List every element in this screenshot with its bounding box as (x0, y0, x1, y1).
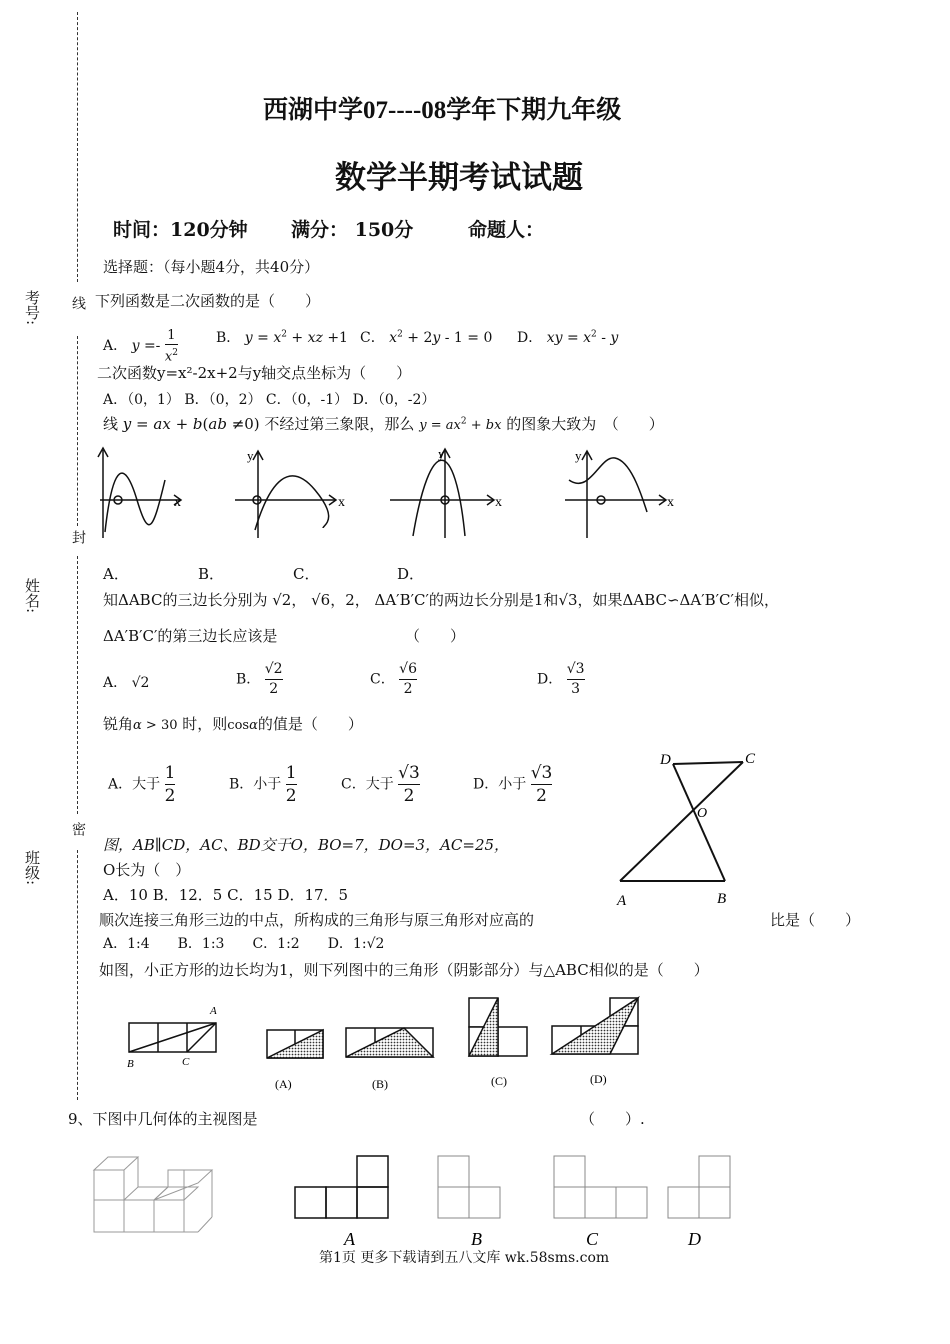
graph-d (565, 451, 666, 538)
q4-option-b: B． $\frac{√2}{2}$ (236, 661, 283, 697)
q9-choice-d-figure (668, 1156, 730, 1218)
binding-line (77, 336, 78, 526)
binding-line (77, 850, 78, 1100)
q5-option-b: B．小于 $\frac{1}{2}$ (229, 763, 297, 806)
q8-choice-d-figure (552, 998, 638, 1054)
q9-solid (94, 1157, 212, 1232)
school-title: 西湖中学07----08学年下期九年级 (263, 97, 622, 124)
q4-option-c: C． $\frac{√6}{2}$ (370, 661, 417, 697)
q8-stem: 如图，小正方形的边长均为1，则下列图中的三角形（阴影部分）与△ABC相似的是（ ） (99, 961, 709, 979)
q3-graphs (95, 440, 715, 545)
q8-choice-d-label: (D) (590, 1072, 607, 1086)
q9-choice-a-label: A (344, 1229, 355, 1249)
q9-choice-b-label: B (471, 1229, 482, 1249)
q4-stem-line2: ΔA′B′C′的第三边长应该是 (103, 627, 278, 645)
q3-label-a: A． (103, 565, 129, 583)
q3-label-b: B． (198, 565, 225, 583)
exam-title: 数学半期考试试题 (335, 160, 583, 196)
q6-label-b: B (717, 891, 727, 907)
graph-a (98, 448, 181, 538)
q2-stem: 二次函数y=x²-2x+2与y轴交点坐标为（ ） (97, 364, 412, 382)
q8-reference-grid (129, 1023, 216, 1052)
graph-b (235, 451, 336, 538)
q6-figure (605, 745, 775, 910)
q4-option-d: D． $\frac{√3}{3}$ (537, 661, 585, 697)
q6-label-d: D (660, 752, 671, 768)
q9-choice-b-figure (438, 1156, 500, 1218)
q9-answer-paren: （ ）. (580, 1110, 645, 1128)
q8-choice-c-label: (C) (491, 1074, 507, 1088)
graph-c (390, 449, 494, 538)
q8-choice-a-figure (267, 1030, 323, 1058)
exam-number-label: 考号: (23, 290, 41, 326)
q4-answer-paren: （ ） (405, 627, 466, 645)
q1-stem: 下列函数是二次函数的是（ ） (95, 292, 321, 310)
q6-stem-2: O长为（ ） (103, 861, 191, 879)
q8-choice-c-figure (469, 998, 527, 1056)
q6-label-c: C (745, 751, 756, 767)
mark-secret: 密 (70, 822, 86, 836)
q9-choice-c-label: C (586, 1229, 599, 1249)
time-info: 时间：120分钟 (113, 219, 248, 241)
q1-option-b: B． $y = x^2$ + xz +1 (216, 329, 348, 346)
graph-a-x-label: x (174, 495, 181, 510)
q7-stem: 顺次连接三角形三边的中点，所构成的三角形与原三角形对应高的 (99, 911, 535, 929)
q8-choice-b-label: (B) (372, 1077, 388, 1091)
q4-option-a: A． √2 (103, 675, 150, 691)
graph-b-x-label: x (338, 495, 345, 510)
q8-choice-a-label: (A) (275, 1077, 292, 1091)
q7-options: A．1:4 B．1:3 C．1:2 D．1:√2 (103, 936, 385, 952)
q1-option-c: C． $x^2 + 2y - 1 = 0$ (360, 329, 493, 346)
mark-line: 线 (70, 296, 86, 310)
q9-choice-d-label: D (688, 1229, 701, 1249)
name-label: 姓名: (23, 578, 41, 614)
q5-option-d: D．小于 $\frac{√3}{2}$ (473, 763, 553, 806)
q8-ref-label-a: A (210, 1005, 217, 1017)
q3-stem: 线 y = ax + b(ab ≠0) 不经过第三象限，那么 $y = ax^2$ + bx 的图象大致为 （ ） (103, 415, 664, 433)
q9-figures (88, 1145, 748, 1260)
q1-option-d: D． xy = $x^2$ - y (517, 329, 619, 346)
q6-label-a: A (617, 893, 627, 909)
q6-options: A．10 B．12．5 C．15 D．17．5 (103, 886, 349, 904)
q2-options: A．（0，1） B．（0，2） C．（0，-1） D．（0，-2） (103, 392, 436, 408)
q4-stem-line1: 知ΔABC的三边长分别为 √2， √6，2， ΔA′B′C′的两边长分别是1和√3，如果ΔABC∽ΔA′B′C′相似， (103, 591, 779, 609)
section-title: 选择题：（每小题4分，共40分） (103, 258, 320, 276)
q8-ref-label-c: C (182, 1056, 190, 1068)
score-info: 满分： 150分 (291, 219, 414, 241)
q8-choice-b-figure (346, 1028, 433, 1057)
q3-label-c: C． (293, 565, 320, 583)
graph-c-x-label: x (495, 495, 502, 510)
graph-d-y-label: y (575, 448, 582, 463)
q6-stem: 图，AB∥CD，AC、BD交于O，BO=7，DO=3，AC=25， (103, 836, 510, 854)
q9-stem: 9、下图中几何体的主视图是 (68, 1110, 258, 1128)
q5-stem: 锐角α > 30 时，则cosα的值是（ ） (103, 715, 363, 733)
graph-c-y-label: y (438, 446, 445, 461)
q8-figures (120, 990, 660, 1095)
q6-label-o: O (697, 806, 708, 821)
q3-label-d: D． (397, 565, 425, 583)
binding-line (77, 12, 78, 282)
graph-d-x-label: x (667, 495, 674, 510)
q7-stem-end: 比是（ ） (770, 911, 861, 929)
footer: 第1页 更多下载请到五八文库 wk.58sms.com (319, 1250, 610, 1266)
q9-choice-c-figure (554, 1156, 647, 1218)
q5-option-c: C．大于 $\frac{√3}{2}$ (341, 763, 420, 806)
setter-info: 命题人： (468, 219, 545, 241)
graph-b-y-label: y (247, 448, 254, 463)
q8-ref-label-b: B (127, 1058, 134, 1070)
q9-choice-a-figure (295, 1156, 388, 1218)
binding-line (77, 556, 78, 814)
class-label: 班级: (23, 850, 41, 886)
q1-option-a: A． y =- $\frac{1}{x^2}$ (103, 328, 178, 365)
q5-option-a: A．大于 $\frac{1}{2}$ (108, 763, 176, 806)
mark-seal: 封 (70, 530, 86, 544)
